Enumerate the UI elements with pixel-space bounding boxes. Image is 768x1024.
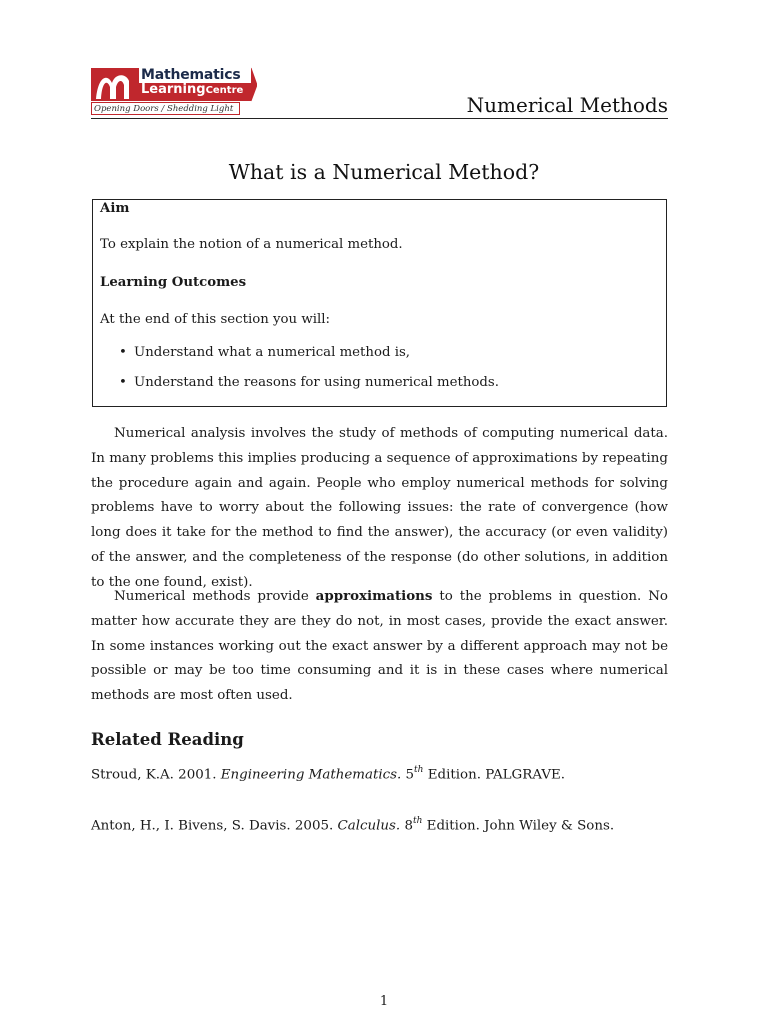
header-divider: [91, 118, 668, 119]
paragraph-1: Numerical analysis involves the study of methods of computing numerical data. In many problems this implies producing a sequence of approximations by repeating the procedure again and again. People who employ numerical methods for solving problems have to worry about the following issues: the rate of convergence (how long does it take for the method to find the answer), the accuracy (or even validity) of the answer, and the completeness of the response (do other solutions, in addition to the one found, exist).: [91, 426, 668, 590]
ref-edition-number: 8: [404, 818, 413, 834]
reference-item: [91, 766, 565, 782]
ref-rest: Edition. John Wiley & Sons.: [422, 818, 615, 834]
aim-text: To explain the notion of a numerical method.: [100, 237, 403, 252]
ref-edition-number: 5: [405, 767, 415, 783]
ref-edition-suffix: th: [412, 816, 423, 826]
outcome-text: Understand what a numerical method is,: [134, 345, 411, 360]
mathematics-learning-centre-logo: [91, 67, 257, 117]
paragraph-2: [91, 584, 668, 709]
ref-title: Engineering Mathematics.: [220, 767, 402, 783]
aim-box: [92, 199, 667, 407]
ref-title: Calculus.: [337, 818, 401, 834]
reference-item: [91, 817, 614, 833]
ref-authors: Stroud, K.A. 2001.: [91, 767, 217, 783]
approximations-emphasis: approximations: [315, 588, 433, 604]
related-reading-heading: Related Reading: [91, 730, 244, 749]
paragraph-2-rest: to the problems in question. No matter how accurate they are they do not, in most cases, provide the exact answer. In some instances working out the exact answer by a different approach may not be possible or may be too time consuming and it is in these cases where numerical methods are most often used.: [91, 589, 668, 704]
bullet-icon: •: [119, 345, 127, 360]
bullet-icon: •: [119, 375, 127, 390]
course-title: Numerical Methods: [466, 93, 668, 117]
logo-line1: Mathematics: [141, 67, 241, 83]
logo-tagline: Opening Doors / Shedding Light: [94, 104, 234, 114]
outcomes-intro: At the end of this section you will:: [100, 312, 330, 327]
ref-edition-suffix: th: [414, 765, 424, 775]
aim-heading: Aim: [100, 201, 130, 216]
page-number: 1: [379, 994, 389, 1009]
paragraph-2-start: Numerical methods provide: [114, 589, 316, 604]
logo-line2: [141, 82, 243, 97]
logo-line2-b: Centre: [205, 85, 244, 96]
outcome-item: [119, 345, 410, 360]
ref-rest: Edition. PALGRAVE.: [423, 767, 566, 783]
logo-line2-a: Learning: [141, 82, 206, 97]
outcome-item: [119, 375, 499, 390]
ref-authors: Anton, H., I. Bivens, S. Davis. 2005.: [91, 818, 334, 834]
outcome-text: Understand the reasons for using numerical methods.: [134, 375, 499, 390]
learning-outcomes-heading: Learning Outcomes: [100, 275, 247, 290]
page-title: What is a Numerical Method?: [228, 160, 540, 184]
